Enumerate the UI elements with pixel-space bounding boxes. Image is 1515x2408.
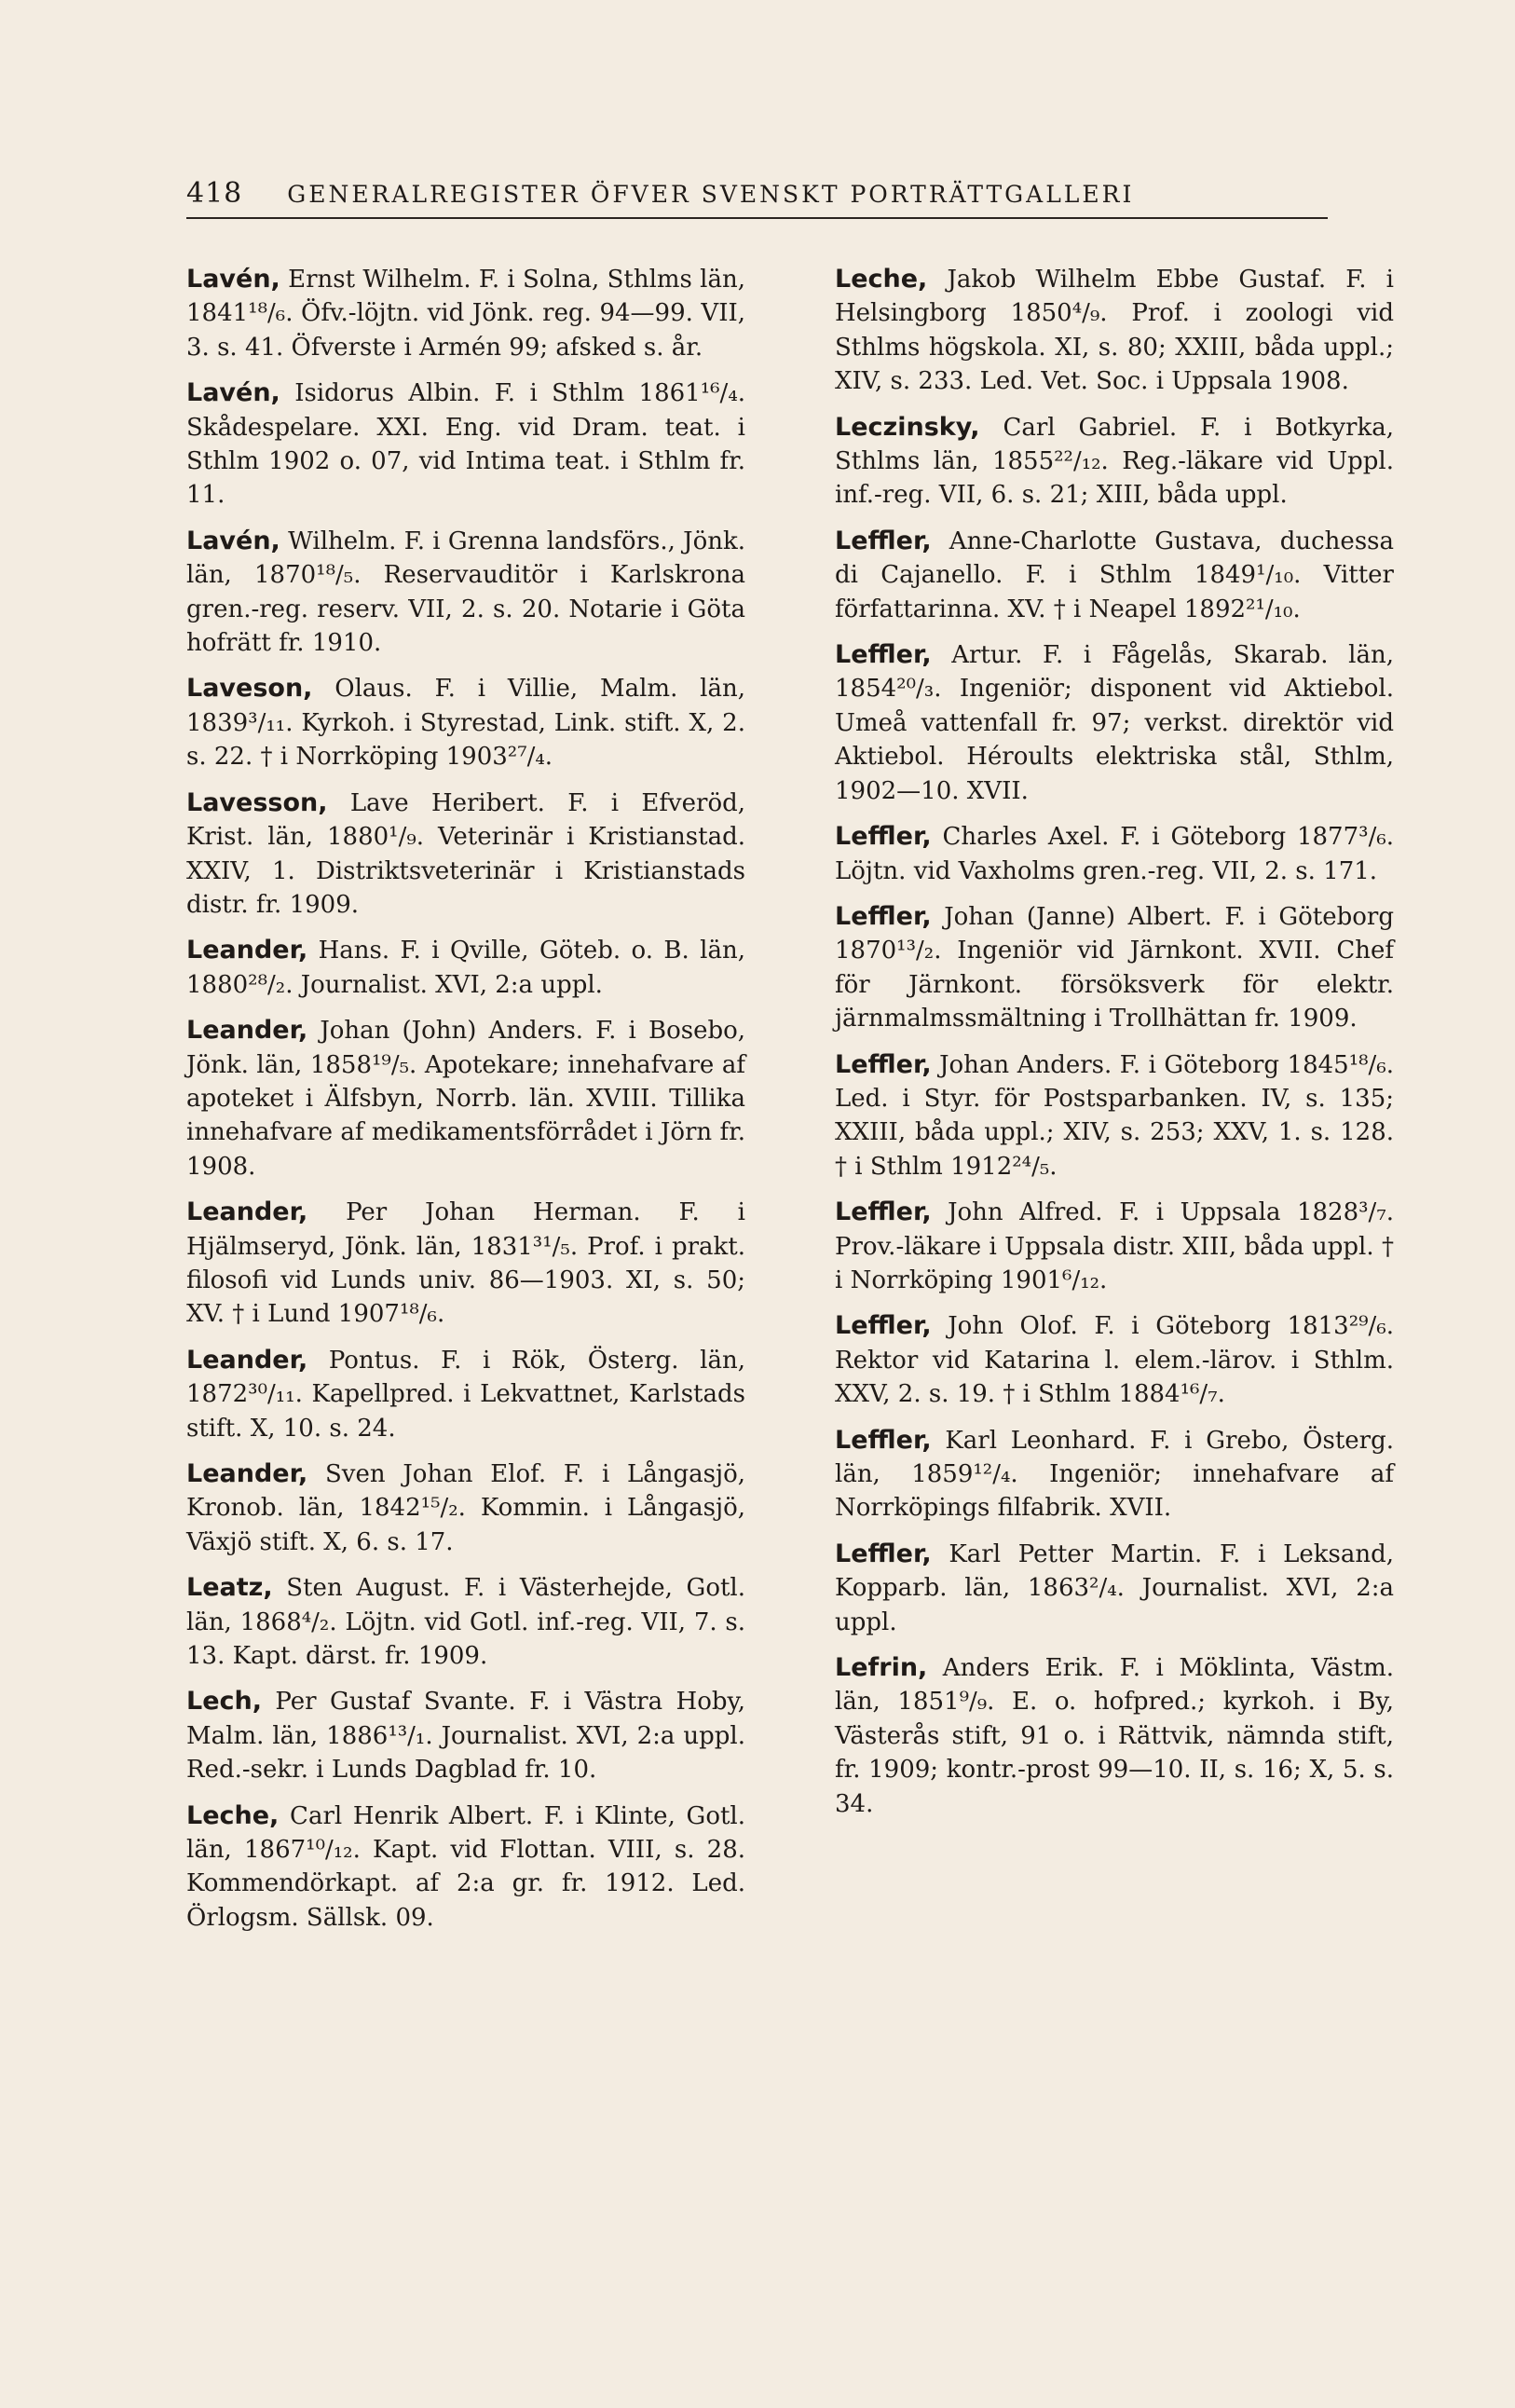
entry-name: Leffler, <box>835 1425 932 1455</box>
register-entry <box>186 263 745 364</box>
entry-name: Leffler, <box>835 822 932 852</box>
register-entry <box>186 1014 745 1183</box>
entry-text: Ernst Wilhelm. F. i Solna, Sthlms län, 1841¹⁸/₆. Öfv.-löjtn. vid Jönk. reg. 94—99. VII, 3. s. 41. Öfverste i Armén 99; afsked s. år. <box>186 266 745 362</box>
register-entry <box>835 820 1394 888</box>
register-entry <box>186 787 745 923</box>
entry-text: John Olof. F. i Göteborg 1813²⁹/₆. Rektor vid Katarina l. elem.-lärov. i Sthlm. XXV, 2. s. 19. † i Sthlm 1884¹⁶/₇. <box>835 1312 1395 1409</box>
right-column <box>835 263 1394 1833</box>
entry-text: Hans. F. i Qville, Göteb. o. B. län, 1880²⁸/₂. Journalist. XVI, 2:a uppl. <box>186 937 745 999</box>
register-entry <box>835 638 1394 808</box>
register-entry <box>835 1309 1394 1411</box>
entry-text: Johan (Janne) Albert. F. i Göteborg 1870¹³/₂. Ingeniör vid Järnkont. XVII. Chef för Järnkont. försöksverk för elektr. järnmalmssmältning i Trollhättan fr. 1909. <box>835 902 1394 1033</box>
register-entry <box>186 376 745 513</box>
entry-text: John Alfred. F. i Uppsala 1828³/₇. Prov.-läkare i Uppsala distr. XIII, båda uppl. † i Norrköping 1901⁶/₁₂. <box>835 1198 1395 1294</box>
entry-name: Leche, <box>186 1800 280 1830</box>
entry-text: Olaus. F. i Villie, Malm. län, 1839³/₁₁. Kyrkoh. i Styrestad, Link. stift. X, 2. s. 22. † i Norrköping 1903²⁷/₄. <box>186 675 746 772</box>
entry-name: Lech, <box>186 1687 262 1717</box>
entry-text: Pontus. F. i Rök, Österg. län, 1872³⁰/₁₁. Kapellpred. i Lekvattnet, Karlstads stift. X, 10. s. 24. <box>186 1346 745 1443</box>
entry-name: Leander, <box>186 1459 308 1488</box>
entry-name: Leatz, <box>186 1573 273 1603</box>
entry-name: Laveson, <box>186 674 313 704</box>
entry-text: Isidorus Albin. F. i Sthlm 1861¹⁶/₄. Skådespelare. XXI. Eng. vid Dram. teat. i Sthlm 1902 o. 07, vid Intima teat. i Sthlm fr. 11. <box>186 379 746 510</box>
entry-name: Lavén, <box>186 378 280 408</box>
entry-text: Charles Axel. F. i Göteborg 1877³/₆. Löjtn. vid Vaxholms gren.-reg. VII, 2. s. 171. <box>835 823 1395 885</box>
entry-text: Wilhelm. F. i Grenna landsförs., Jönk. län, 1870¹⁸/₅. Reservauditör i Karlskrona gren.-reg. reserv. VII, 2. s. 20. Notarie i Göta hofrätt fr. 1910. <box>186 527 746 658</box>
page-header <box>186 177 1328 219</box>
entry-name: Lavén, <box>186 265 280 294</box>
register-entry <box>186 1196 745 1332</box>
entry-name: Leander, <box>186 1016 308 1046</box>
entry-name: Leffler, <box>835 901 932 931</box>
entry-name: Leander, <box>186 1197 308 1227</box>
register-entry <box>186 1799 745 1936</box>
register-entry <box>835 411 1394 513</box>
entry-name: Leffler, <box>835 1539 932 1568</box>
entry-name: Leffler, <box>835 526 932 555</box>
entry-text: Sven Johan Elof. F. i Långasjö, Kronob. län, 1842¹⁵/₂. Kommin. i Långasjö, Växjö stift. X, 6. s. 17. <box>186 1460 746 1556</box>
register-entry <box>835 1651 1394 1821</box>
page-number: 418 <box>186 177 243 210</box>
register-entry <box>835 1538 1394 1639</box>
register-entry <box>186 525 745 661</box>
register-entry <box>186 1457 745 1559</box>
register-entry <box>186 934 745 1002</box>
entry-text: Carl Henrik Albert. F. i Klinte, Gotl. län, 1867¹⁰/₁₂. Kapt. vid Flottan. VIII, s. 28. Kommendörkapt. af 2:a gr. fr. 1912. Led. Örlogsm. Sällsk. 09. <box>186 1801 746 1932</box>
entry-text: Anne-Charlotte Gustava, duchessa di Cajanello. F. i Sthlm 1849¹/₁₀. Vitter författarinna. XV. † i Neapel 1892²¹/₁₀. <box>835 527 1394 623</box>
entry-text: Per Johan Herman. F. i Hjälmseryd, Jönk. län, 1831³¹/₅. Prof. i prakt. filosofi vid Lunds univ. 86—1903. XI, s. 50; XV. † i Lund 1907¹⁸/₆. <box>186 1198 745 1329</box>
entry-name: Leander, <box>186 1345 308 1375</box>
entry-text: Johan (John) Anders. F. i Bosebo, Jönk. län, 1858¹⁹/₅. Apotekare; innehafvare af apoteket i Älfsbyn, Norrb. län. XVIII. Tillika innehafvare af medikamentsförrådet i Jörn fr. 1908. <box>186 1017 746 1181</box>
entry-name: Leffler, <box>835 1049 932 1079</box>
entry-text: Karl Leonhard. F. i Grebo, Österg. län, 1859¹²/₄. Ingeniör; innehafvare af Norrköpings filfabrik. XVII. <box>835 1426 1394 1523</box>
entry-text: Lave Heribert. F. i Efveröd, Krist. län, 1880¹/₉. Veterinär i Kristianstad. XXIV, 1. Distriktsveterinär i Kristianstads distr. fr. 1909. <box>186 788 746 919</box>
register-entry <box>835 1048 1394 1184</box>
register-entry <box>835 263 1394 399</box>
entry-name: Leander, <box>186 936 308 965</box>
left-column <box>186 263 745 1947</box>
entry-text: Anders Erik. F. i Möklinta, Västm. län, 1851⁹/₉. E. o. hofpred.; kyrkoh. i By, Västerås stift, 91 o. i Rättvik, nämnda stift, fr. 1909; kontr.-prost 99—10. II, s. 16; X, 5. s. 34. <box>835 1654 1395 1818</box>
register-entry <box>186 1344 745 1445</box>
register-entry <box>186 672 745 773</box>
entry-name: Leffler, <box>835 1197 932 1227</box>
entry-name: Lefrin, <box>835 1653 928 1683</box>
entry-name: Leffler, <box>835 1311 932 1341</box>
entry-text: Jakob Wilhelm Ebbe Gustaf. F. i Helsingborg 1850⁴/₉. Prof. i zoologi vid Sthlms högskola. XI, s. 80; XXIII, båda uppl.; XIV, s. 233. Led. Vet. Soc. i Uppsala 1908. <box>835 266 1394 396</box>
entry-name: Leche, <box>835 265 928 294</box>
entry-text: Johan Anders. F. i Göteborg 1845¹⁸/₆. Led. i Styr. för Postsparbanken. IV, s. 135; XXIII, båda uppl.; XIV, s. 253; XXV, 1. s. 128. † i Sthlm 1912²⁴/₅. <box>835 1050 1395 1181</box>
running-title: GENERALREGISTER ÖFVER SVENSKT PORTRÄTTGALLERI <box>287 181 1135 208</box>
register-entry <box>186 1571 745 1673</box>
register-entry <box>835 900 1394 1036</box>
entry-text: Karl Petter Martin. F. i Leksand, Kopparb. län, 1863²/₄. Journalist. XVI, 2:a uppl. <box>835 1539 1395 1636</box>
entry-name: Lavén, <box>186 526 280 555</box>
entry-name: Lavesson, <box>186 787 328 817</box>
register-entry <box>835 525 1394 626</box>
register-entry <box>835 1424 1394 1526</box>
register-entry <box>835 1196 1394 1297</box>
entry-text: Sten August. F. i Västerhejde, Gotl. län, 1868⁴/₂. Löjtn. vid Gotl. inf.-reg. VII, 7. s. 13. Kapt. därst. fr. 1909. <box>186 1574 746 1671</box>
entry-text: Per Gustaf Svante. F. i Västra Hoby, Malm. län, 1886¹³/₁. Journalist. XVI, 2:a uppl. Red.-sekr. i Lunds Dagblad fr. 10. <box>186 1688 745 1785</box>
entry-name: Leczinsky, <box>835 412 980 442</box>
entry-name: Leffler, <box>835 640 932 670</box>
register-entry <box>186 1685 745 1786</box>
entry-text: Carl Gabriel. F. i Botkyrka, Sthlms län, 1855²²/₁₂. Reg.-läkare vid Uppl. inf.-reg. VII, 6. s. 21; XIII, båda uppl. <box>835 413 1395 510</box>
entry-text: Artur. F. i Fågelås, Skarab. län, 1854²⁰/₃. Ingeniör; disponent vid Aktiebol. Umeå vattenfall fr. 97; verkst. direktör vid Aktiebol. Héroults elektriska stål, Sthlm, 1902—10. XVII. <box>835 641 1394 805</box>
